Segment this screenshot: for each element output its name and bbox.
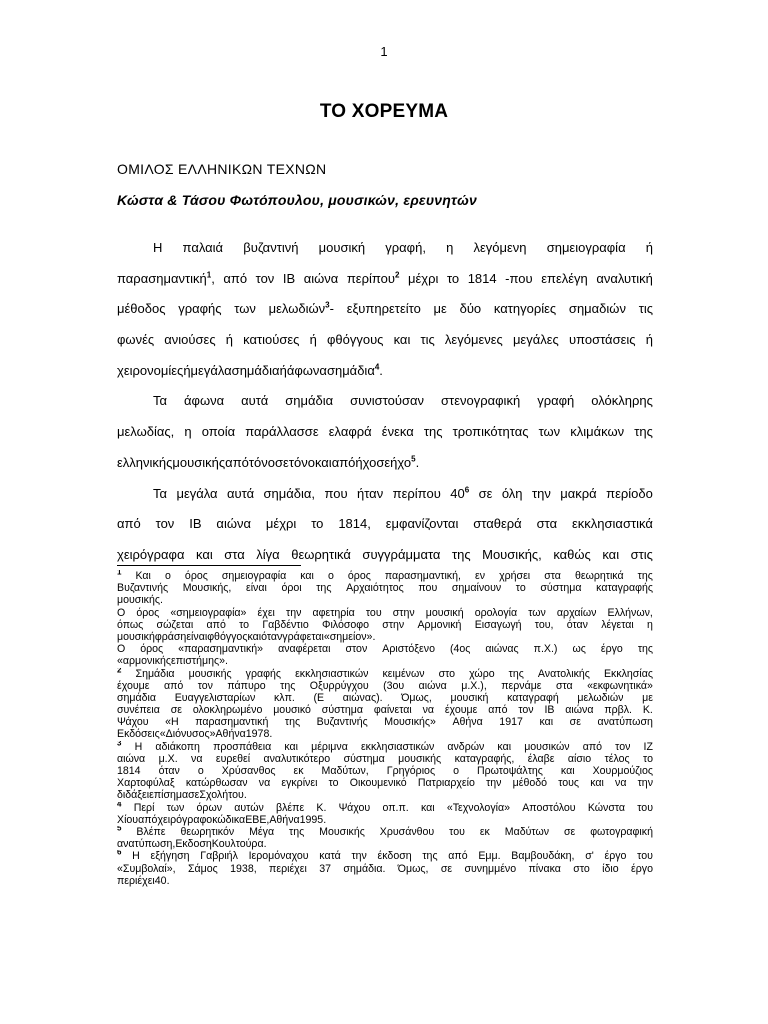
footnotes — [117, 570, 653, 887]
footnote-line: μουσικής. — [117, 594, 163, 607]
body-line: χειρόγραφα και στα λίγα θεωρητικά συγγράμματα της Μουσικής, καθώς και στις — [117, 546, 653, 562]
footnote-line: Ο όρος «σημειογραφία» έχει την αφετηρία του στην μουσική ορολογία των αρχαίων Ελλήνων, — [117, 606, 653, 619]
footnote-line: αιώνα μ.Χ. να ευρεθεί αναλυτικότερο σύστημα μουσικής καταγραφής, έλαβε αίσιο τέλος το — [117, 752, 653, 765]
footnote-line: έχουμε από τον πάπυρο της Οξυρρύγχου (3ου αιώνα μ.Χ.), περνάμε στα «εκφωνητικά» — [117, 679, 653, 692]
footnote-line: ανατύπωση, Εκδοση Κουλτούρα. — [117, 838, 267, 851]
footnote-line: σημάδια Ευαγγελισταρίων κλπ. (Ε αιώνας). Όμως, μουσική καταγραφή μελωδιών με — [117, 691, 653, 704]
footnote-line: «Συμβολαί», Σάμος 1938, περιέχει 37 σημάδια. Όμως, σε συνημμένο πίνακα στο ίδιο έργο — [117, 862, 653, 875]
organization-heading: ΟΜΙΛΟΣ ΕΛΛΗΝΙΚΩΝ ΤΕΧΝΩΝ — [117, 161, 327, 177]
footnote-line: μουσική φράση είναι φθόγγος και όταν γράφεται «σημείον». — [117, 630, 376, 643]
body-line: από τον ΙΒ αιώνα μέχρι το 1814, εμφανίζονται σταθερά στα εκκλησιαστικά — [117, 516, 653, 532]
footnote-line: $^5$ Βλέπε θεωρητικόν Μέγα της Μουσικής Χρυσάνθου του εκ Μαδύτων σε φωτογραφική — [117, 825, 653, 838]
footnote-line: «αρμονικής επιστήμης». — [117, 655, 228, 668]
footnote-line: Χίου από χειρόγραφο κώδικα ΕΒΕ, Αθήνα 1995. — [117, 813, 327, 826]
footnote-line: $^1$ Και ο όρος σημειογραφία και ο όρος παρασημαντική, εν χρήσει στα θεωρητικά της — [117, 570, 653, 582]
authors-heading: Κώστα & Τάσου Φωτόπουλου, μουσικών, ερευνητών — [117, 192, 478, 208]
footnote-line: Χαρτοφύλαξ κατώρθωσαν να εγκρίνει το Οικουμενικό Πατριαρχείο την μέθοδό τους και να την — [117, 777, 653, 790]
body-line: μέθοδος γραφής των μελωδιών$^3$- εξυπηρετείτο με δύο κατηγορίες σημαδιών τις — [117, 301, 653, 317]
footnote-separator — [117, 565, 301, 566]
body-line: Τα άφωνα αυτά σημάδια συνιστούσαν στενογραφική γραφή ολόκληρης — [153, 393, 653, 409]
body-line: Τα μεγάλα αυτά σημάδια, που ήταν περίπου $40^6$ σε όλη την μακρά περίοδο — [153, 485, 653, 501]
footnote-line: όπως σώζεται από το Γαβδέντιο Φιλόσοφο στην Αρμονική Εισαγωγή του, όταν λέγεται η — [117, 618, 653, 631]
body-line: χειρονομίες ή μεγάλα σημάδια ή άφωνα σημάδια$^4$. — [117, 362, 383, 378]
body-text — [117, 233, 653, 571]
page-title: ΤΟ ΧΟΡΕΥΜΑ — [319, 101, 449, 122]
footnote-line: Βυζαντινής Μουσικής, είναι όροι της Αρχαιότητος που σημαίνουν το σύστημα καταγραφής — [117, 582, 653, 595]
footnote-line: διδάξει επίσημα σε Σχολή του. — [117, 789, 247, 802]
body-line: Η παλαιά βυζαντινή μουσική γραφή, η λεγόμενη σημειογραφία ή — [153, 240, 653, 255]
body-line: ελληνικής μουσικής από τόνο σε τόνο και από ήχο σε ήχο$^5$. — [117, 454, 420, 470]
footnote-line: 1814 όταν ο Χρύσανθος εκ Μαδύτων, Γρηγόριος ο Πρωτοψάλτης και Χουρμούζιος — [117, 765, 653, 777]
body-line: παρασημαντική$^1$, από τον ΙΒ αιώνα περίπου$^2$ μέχρι το 1814 -που επελέγη αναλυτική — [117, 270, 653, 286]
footnote-line: Ο όρος «παρασημαντική» αναφέρεται στον Αριστόξενο (4ος αιώνας π.Χ.) ως έργο της — [117, 643, 653, 656]
body-line: μελωδίας, η οποία παράλλασσε ελαφρά ένεκα της τροπικότητας των κλιμάκων της — [117, 424, 653, 440]
footnote-line: Εκδόσεις «Διόνυσος» Αθήνα 1978. — [117, 728, 273, 741]
footnote-line: $^6$ Η εξήγηση Γαβριήλ Ιερομόναχου κατά την έκδοση της από Εμμ. Βαμβουδάκη, σ' έργο του — [117, 850, 653, 863]
footnote-line: συνέπεια σε ολοκληρωμένο μουσικό σύστημα φαίνεται να έχουμε από τον ΙΒ αιώνα πρβλ. Κ. — [117, 704, 653, 717]
footnote-line: περιέχει 40. — [117, 874, 170, 887]
footnote-line: $^2$ Σημάδια μουσικής γραφής εκκλησιαστικών κειμένων στο χώρο της Ανατολικής Εκκλησίας — [117, 667, 653, 680]
footnote-line: Ψάχου «Η παρασημαντική της Βυζαντινής Μουσικής» Αθήνα 1917 και σε ανατύπωση — [117, 716, 653, 729]
footnote-line: $^4$ Περί των όρων αυτών βλέπε Κ. Ψάχου οπ.π. και «Τεχνολογία» Αποστόλου Κώνστα του — [117, 801, 653, 814]
body-line: φωνές ανιούσες ή κατιούσες ή φθόγγους και τις λεγόμενες μεγάλες υποστάσεις ή — [117, 332, 653, 348]
page-number: 1 — [380, 44, 388, 59]
footnote-line: $^3$ Η αδιάκοπη προσπάθεια και μέριμνα εκκλησιαστικών ανδρών και μουσικών από τον ΙΖ — [117, 740, 653, 753]
